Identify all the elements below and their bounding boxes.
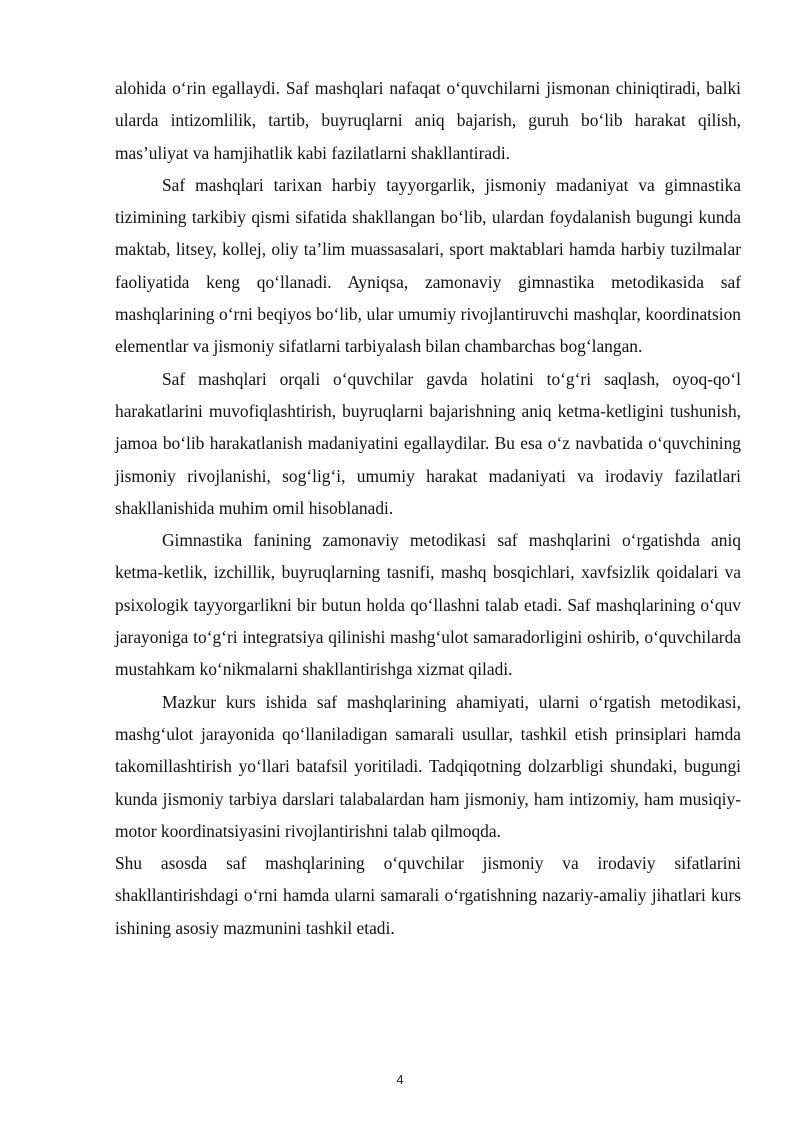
paragraph-benefits: Saf mashqlari orqali oʻquvchilar gavda holatini toʻgʻri saqlash, oyoq-qoʻl harakatlarini muvofiqlashtirish, buyruqlarni bajarishning aniq ketma-ketligini tushunish, jamoa boʻlib harakatlanish madaniyatini egallaydilar. Bu esa oʻz navbatida oʻquvchining jismoniy rivojlanishi, sogʻligʻi, umumiy harakat madaniyati va irodaviy fazilatlari shakllanishida muhim omil hisoblanadi. <box>115 368 741 518</box>
paragraph-continuation: alohida oʻrin egallaydi. Saf mashqlari nafaqat oʻquvchilarni jismonan chiniqtiradi, balki ularda intizomlilik, tartib, buyruqlarni aniq bajarish, guruh boʻlib harakat qilish, masʼuliyat va hamjihatlik kabi fazilatlarni shakllantiradi. <box>115 78 741 163</box>
page-number: 4 <box>396 1072 404 1087</box>
paragraph-conclusion: Shu asosda saf mashqlarining oʻquvchilar jismoniy va irodaviy sifatlarini shakllantirishdagi oʻrni hamda ularni samarali oʻrgatishning nazariy-amaliy jihatlari kurs ishining asosiy mazmunini tashkil etadi. <box>115 853 741 938</box>
page-body <box>115 72 741 944</box>
paragraph-history: Saf mashqlari tarixan harbiy tayyorgarlik, jismoniy madaniyat va gimnastika tizimining tarkibiy qismi sifatida shakllangan boʻlib, ulardan foydalanish bugungi kunda maktab, litsey, kollej, oliy taʼlim muassasalari, sport maktablari hamda harbiy tuzilmalar faoliyatida keng qoʻllanadi. Ayniqsa, zamonaviy gimnastika metodikasida saf mashqlarining oʻrni beqiyos boʻlib, ular umumiy rivojlantiruvchi mashqlar, koordinatsion elementlar va jismoniy sifatlarni tarbiyalash bilan chambarchas bogʻlangan. <box>115 174 741 357</box>
paragraph-methodology: Gimnastika fanining zamonaviy metodikasi saf mashqlarini oʻrgatishda aniq ketma-ketlik, izchillik, buyruqlarning tasnifi, mashq bosqichlari, xavfsizlik qoidalari va psixologik tayyorgarlikni bir butun holda qoʻllashni talab etadi. Saf mashqlarining oʻquv jarayoniga toʻgʻri integratsiya qilinishi mashgʻulot samaradorligini oshirib, oʻquvchilarda mustahkam koʻnikmalarni shakllantirishga xizmat qiladi. <box>115 530 741 680</box>
paragraph-course-work: Mazkur kurs ishida saf mashqlarining ahamiyati, ularni oʻrgatish metodikasi, mashgʻulot jarayonida qoʻllaniladigan samarali usullar, tashkil etish prinsiplari hamda takomillashtirish yoʻllari batafsil yoritiladi. Tadqiqotning dolzarbligi shundaki, bugungi kunda jismoniy tarbiya darslari talabalardan ham jismoniy, ham intizomiy, ham musiqiy-motor koordinatsiyasini rivojlantirishni talab qilmoqda. <box>115 691 741 841</box>
